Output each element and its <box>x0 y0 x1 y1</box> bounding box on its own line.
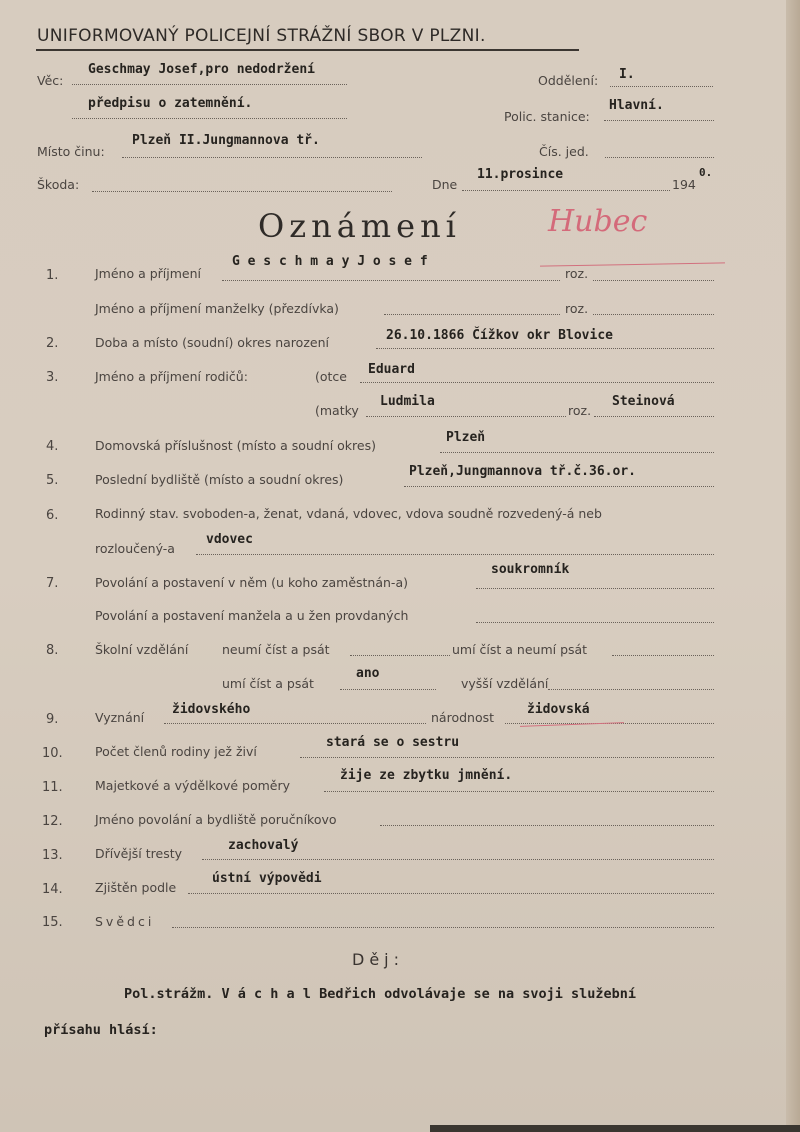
row10-label: Počet členů rodiny jež živí <box>95 744 257 759</box>
row3-roz-label: roz. <box>568 403 592 418</box>
row15-label: Svědci <box>95 914 155 929</box>
row3-roz-dots <box>594 416 714 417</box>
row7-dots <box>476 588 714 589</box>
row-number-9: 9. <box>46 712 59 727</box>
row1b-roz: roz. <box>565 301 589 316</box>
row3-matky-value: Ludmila <box>380 394 435 409</box>
header-underline <box>36 49 579 51</box>
row-number-14: 14. <box>42 882 63 897</box>
vec-line1-dots <box>72 84 347 85</box>
row10-dots <box>300 757 714 758</box>
row1b-roz-dots <box>593 314 714 315</box>
row2-dots <box>376 348 714 349</box>
row7b-label: Povolání a postavení manžela a u žen provdaných <box>95 608 409 623</box>
row1b-label: Jméno a příjmení manželky (přezdívka) <box>95 301 339 316</box>
vec-value-line1: Geschmay Josef,pro nedodržení <box>88 62 315 77</box>
form-title: Oznámení <box>258 207 461 245</box>
row13-label: Dřívější tresty <box>95 846 183 861</box>
row-number-11: 11. <box>42 780 63 795</box>
row1-value: G e s c h m a y J o s e f <box>232 254 428 269</box>
row8-c-value: ano <box>356 666 380 681</box>
row1-roz-dots <box>593 280 714 281</box>
row-number-10: 10. <box>42 746 63 761</box>
row5-value: Plzeň,Jungmannova tř.č.36.or. <box>409 464 636 479</box>
row6-value: vdovec <box>206 532 253 547</box>
row-number-15: 15. <box>42 915 63 930</box>
row8-b-dots <box>612 655 714 656</box>
misto-value: Plzeň II.Jungmannova tř. <box>132 133 320 148</box>
row1b-dots <box>384 314 560 315</box>
row-number-3: 3. <box>46 370 59 385</box>
row-number-2: 2. <box>46 336 59 351</box>
row8-c-dots <box>340 689 436 690</box>
narrative-line1: Pol.strážm. V á c h a l Bedřich odvolávaje se na svoji služební <box>124 986 637 1002</box>
row3-otce-dots <box>360 382 714 383</box>
row-number-7: 7. <box>46 576 59 591</box>
row9-dots <box>164 723 426 724</box>
deja-heading: Děj: <box>352 950 404 969</box>
row4-dots <box>440 452 714 453</box>
oddeleni-label: Oddělení: <box>538 73 599 88</box>
row1-roz: roz. <box>565 266 589 281</box>
row6-dots <box>196 554 714 555</box>
year-suffix: 0. <box>699 166 713 179</box>
row2-label: Doba a místo (soudní) okres narození <box>95 335 329 350</box>
row8-option-a: neumí číst a psát <box>222 642 330 657</box>
row-number-5: 5. <box>46 473 59 488</box>
row14-dots <box>188 893 714 894</box>
row4-value: Plzeň <box>446 430 486 445</box>
stanice-value: Hlavní. <box>609 98 664 113</box>
oddeleni-dots <box>610 86 713 87</box>
row7-value: soukromník <box>491 562 570 577</box>
vec-value-line2: předpisu o zatemnění. <box>88 96 253 111</box>
row15-dots <box>172 927 714 928</box>
row4-label: Domovská příslušnost (místo a soudní okres) <box>95 438 376 453</box>
paper-edge <box>786 0 800 1132</box>
row8-option-b: umí číst a neumí psát <box>452 642 588 657</box>
skoda-dots <box>92 191 392 192</box>
row7-label: Povolání a postavení v něm (u koho zaměstnán-a) <box>95 575 408 590</box>
date-dots <box>462 190 670 191</box>
row13-dots <box>202 859 714 860</box>
row13-value: zachovalý <box>228 838 299 853</box>
date-value: 11.prosince <box>477 167 564 182</box>
row3-otce-value: Eduard <box>368 362 415 377</box>
row-number-13: 13. <box>42 848 63 863</box>
misto-dots <box>122 157 422 158</box>
row14-value: ústní výpovědi <box>212 871 322 886</box>
row8-a-dots <box>350 655 450 656</box>
row9-narodnost-label: národnost <box>431 710 495 725</box>
row14-label: Zjištěn podle <box>95 880 177 895</box>
stanice-label: Polic. stanice: <box>504 109 590 124</box>
row-number-6: 6. <box>46 508 59 523</box>
row9-narodnost-value: židovská <box>527 702 590 717</box>
row8-label: Školní vzdělání <box>95 642 189 657</box>
narrative-line2: přísahu hlásí: <box>44 1022 158 1038</box>
row2-value: 26.10.1866 Čížkov okr Blovice <box>386 328 613 343</box>
row3-matky-label: (matky <box>315 403 359 418</box>
row10-value: stará se o sestru <box>326 735 460 750</box>
form-header: UNIFORMOVANÝ POLICEJNÍ STRÁŽNÍ SBOR V PLZNI. <box>37 26 486 46</box>
row8-option-d: vyšší vzdělání <box>461 676 549 691</box>
year-prefix: 194 <box>672 177 696 192</box>
stanice-dots <box>604 120 714 121</box>
cis-jed-dots <box>605 157 714 158</box>
row11-value: žije ze zbytku jmnění. <box>340 768 513 783</box>
row11-dots <box>324 791 714 792</box>
row-number-12: 12. <box>42 814 63 829</box>
row7b-dots <box>476 622 714 623</box>
handwritten-signature: Hubec <box>548 204 648 239</box>
row3-label: Jméno a příjmení rodičů: <box>95 369 248 384</box>
skoda-label: Škoda: <box>37 177 80 192</box>
row5-label: Poslední bydliště (místo a soudní okres) <box>95 472 344 487</box>
row12-label: Jméno povolání a bydliště poručníkovo <box>95 812 337 827</box>
oddeleni-value: I. <box>619 67 635 82</box>
row9-label: Vyznání <box>95 710 145 725</box>
row6b-label: rozloučený-a <box>95 541 175 556</box>
vec-line2-dots <box>72 118 347 119</box>
row8-d-dots <box>548 689 714 690</box>
row1-label: Jméno a příjmení <box>95 266 202 281</box>
row12-dots <box>380 825 714 826</box>
scan-edge-shadow <box>430 1125 800 1132</box>
row6-label: Rodinný stav. svoboden-a, ženat, vdaná, vdovec, vdova soudně rozvedený-á neb <box>95 506 602 521</box>
row-number-8: 8. <box>46 643 59 658</box>
row8-option-c: umí číst a psát <box>222 676 314 691</box>
misto-label: Místo činu: <box>37 144 105 159</box>
row11-label: Majetkové a výdělkové poměry <box>95 778 291 793</box>
row5-dots <box>404 486 714 487</box>
cis-jed-label: Čís. jed. <box>539 144 589 159</box>
row9-value: židovského <box>172 702 251 717</box>
row3-matky-dots <box>366 416 566 417</box>
dne-label: Dne <box>432 177 458 192</box>
row-number-4: 4. <box>46 439 59 454</box>
row1-dots <box>222 280 560 281</box>
row3-otce-label: (otce <box>315 369 347 384</box>
vec-label: Věc: <box>37 73 64 88</box>
row-number-1: 1. <box>46 268 59 283</box>
row3-roz-value: Steinová <box>612 394 675 409</box>
